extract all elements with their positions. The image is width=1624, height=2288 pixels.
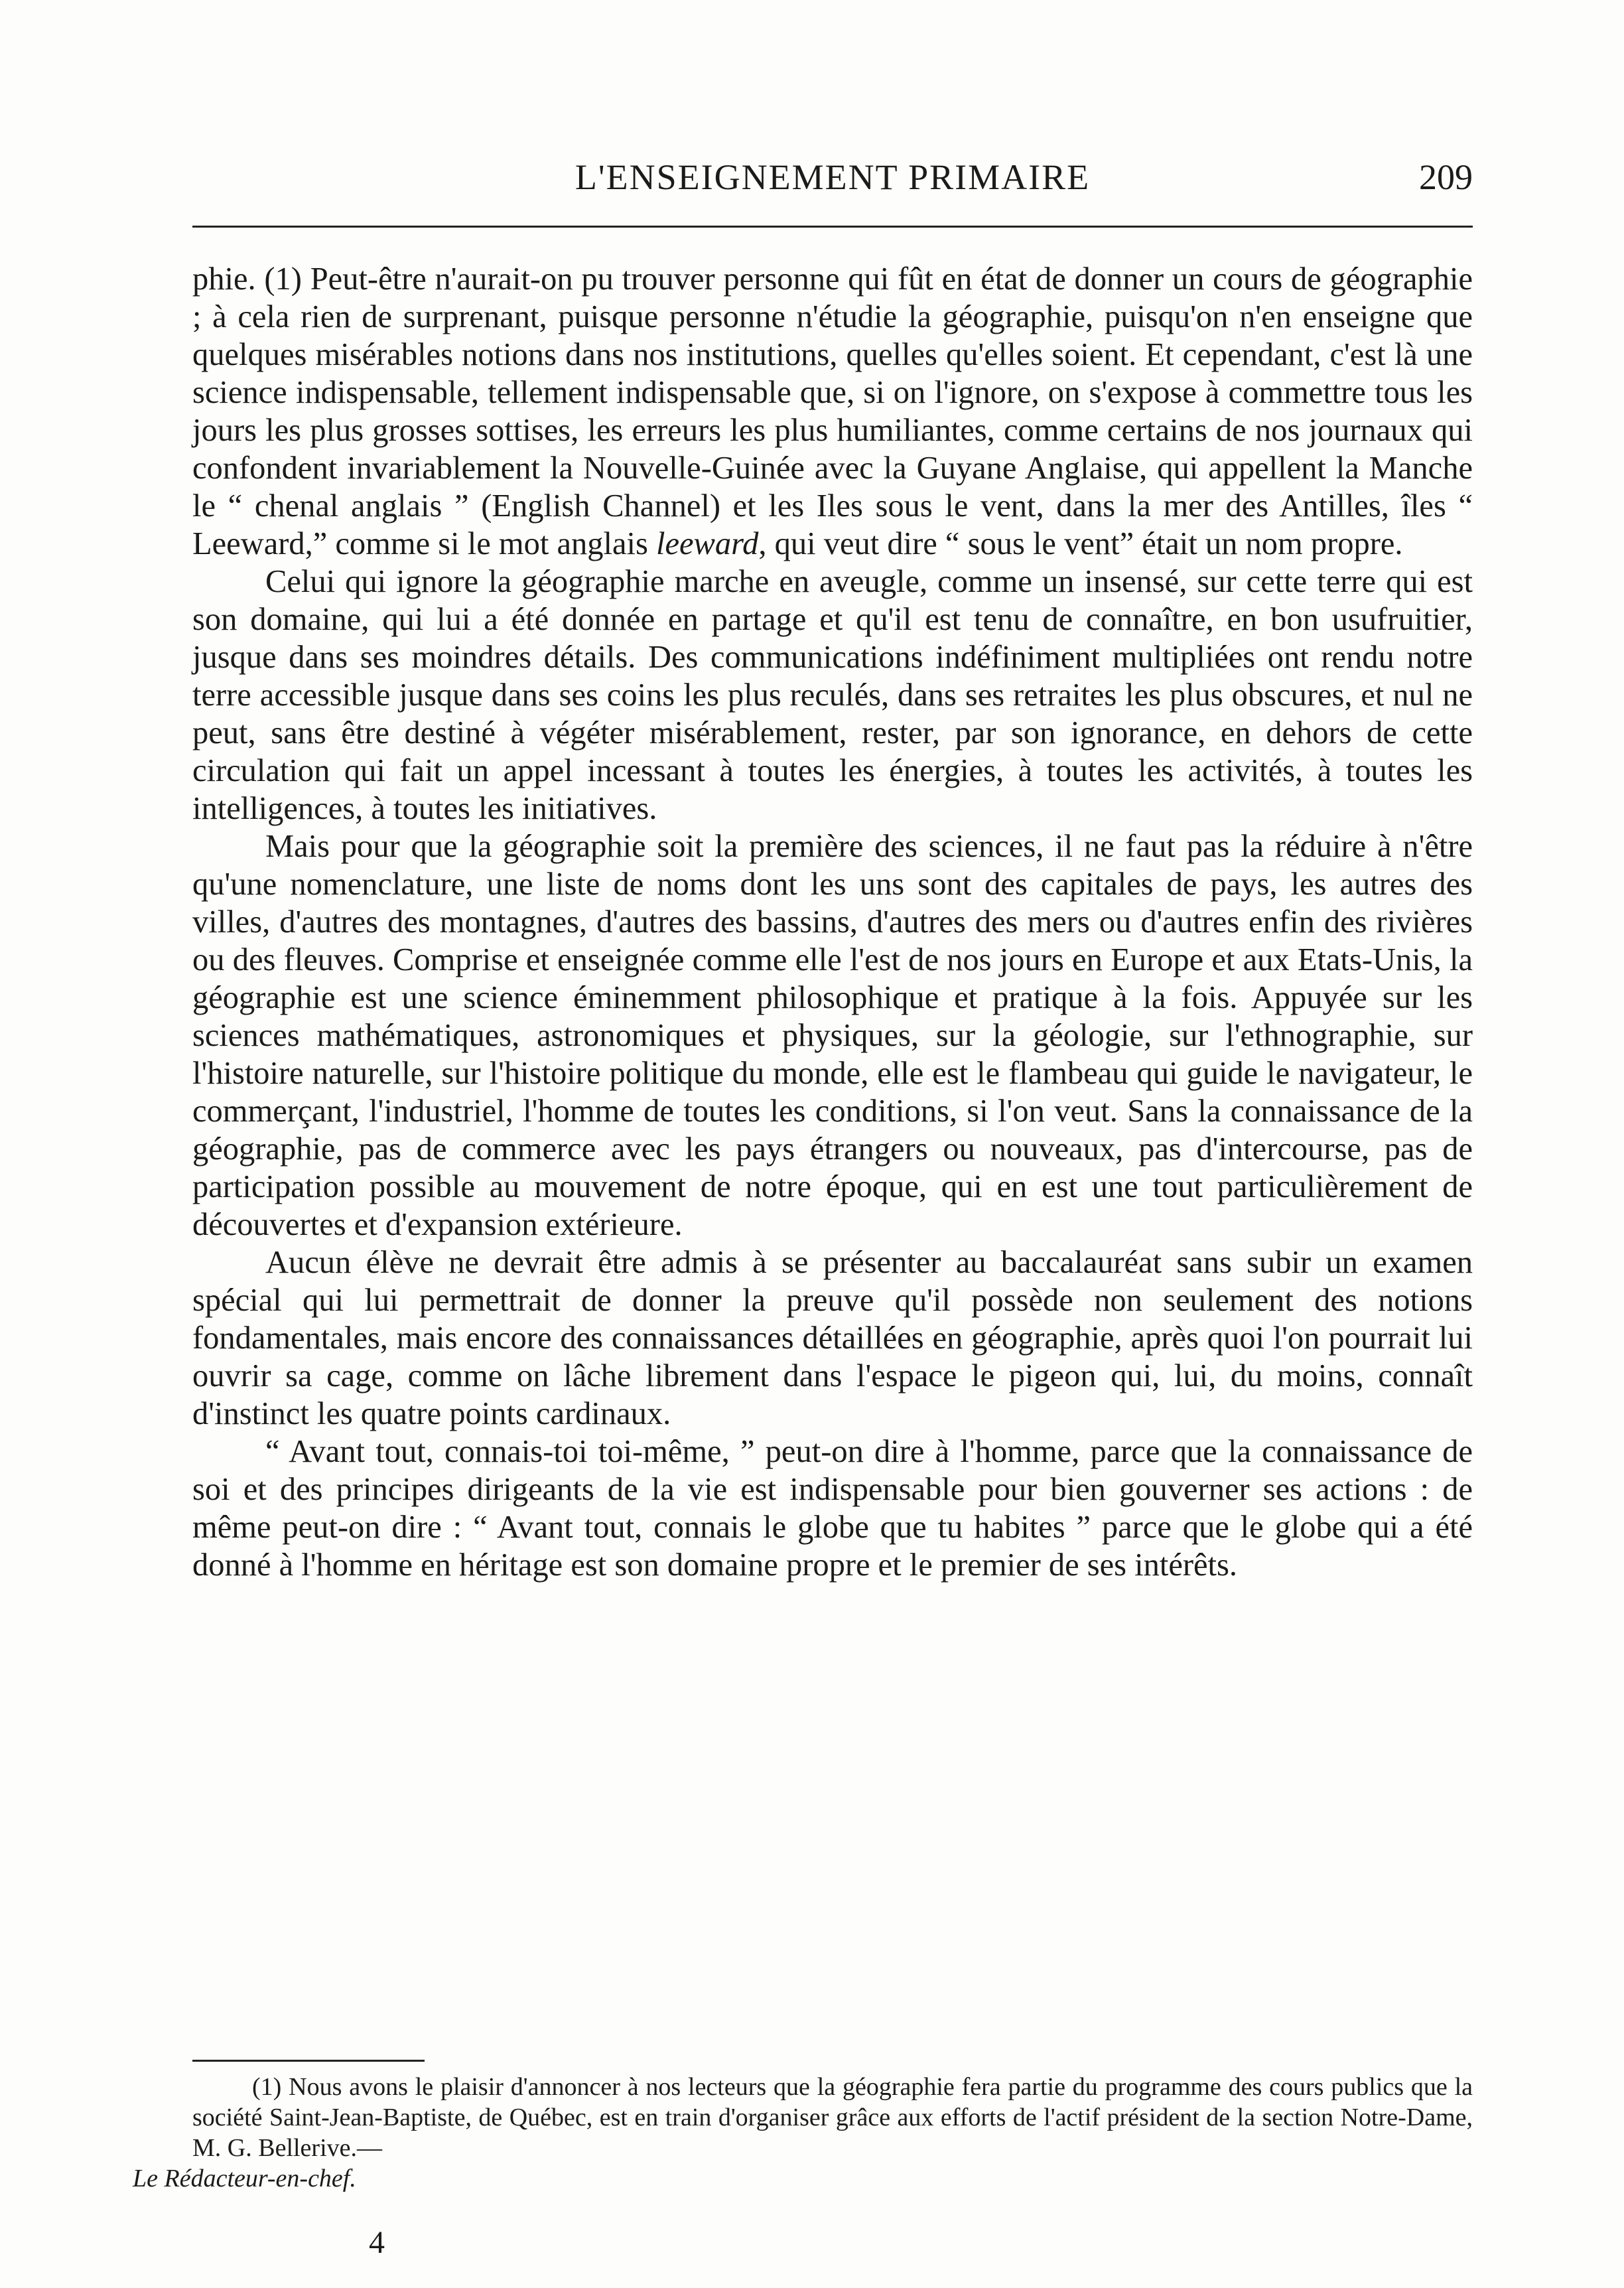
paragraph-text: , qui veut dire “ sous le vent” était un nom propre. <box>758 526 1403 561</box>
footnote <box>133 2072 1473 2194</box>
footnote-signature: Le Rédacteur-en-chef. <box>133 2165 356 2192</box>
signature-mark: 4 <box>369 2225 385 2260</box>
footnote-text: (1) Nous avons le plaisir d'annoncer à nos lecteurs que la géographie fera partie du programme des cours publics que la société Saint-Jean-Baptiste, de Québec, est en train d'organiser grâce aux efforts de l'actif président de la section Notre-Dame, M. G. Bellerive.— <box>192 2073 1473 2162</box>
body-text <box>192 260 1473 1584</box>
italic-word: leeward <box>655 526 759 561</box>
page-header <box>192 154 1473 207</box>
running-title: L'ENSEIGNEMENT PRIMAIRE <box>575 157 1091 197</box>
paragraph: Aucun élève ne devrait être admis à se présenter au baccalauréat sans subir un examen spécial qui lui permettrait de donner la preuve qu'il possède non seulement des notions fondamentales, mais encore des connaissances détaillées en géographie, après quoi l'on pourrait lui ouvrir sa cage, comme on lâche librement dans l'espace le pigeon qui, lui, du moins, connaît d'instinct les quatre points cardinaux. <box>192 1245 1473 1431</box>
paragraph: “ Avant tout, connais-toi toi-même, ” peut-on dire à l'homme, parce que la connaissance de soi et des principes dirigeants de la vie est indispensable pour bien gouverner ses actions : de même peut-on dire : “ Avant tout, connais le globe que tu habites ” parce que le globe qui a été donné à l'homme en héritage est son domaine propre et le premier de ses intérêts. <box>192 1434 1473 1583</box>
header-rule <box>192 226 1473 228</box>
paragraph: Celui qui ignore la géographie marche en aveugle, comme un insensé, sur cette terre qui est son domaine, qui lui a été donnée en partage et qu'il est tenu de connaître, en bon usufruitier, jusque dans ses moindres détails. Des communications indéfiniment multipliées ont rendu notre terre accessible jusque dans ses coins les plus reculés, dans ses retraites les plus obscures, et nul ne peut, sans être destiné à végéter misérablement, rester, par son ignorance, en dehors de cette circulation qui fait un appel incessant à toutes les énergies, à toutes les activités, à toutes les intelligences, à toutes les initiatives. <box>192 564 1473 826</box>
footnote-rule <box>192 2060 425 2062</box>
paragraph-text: phie. (1) Peut-être n'aurait-on pu trouver personne qui fût en état de donner un cours de géographie ; à cela rien de surprenant, puisque personne n'étudie la géographie, puisqu'on n'en enseigne que quelques misérables notions dans nos institutions, quelles qu'elles soient. Et cependant, c'est là une science indispensable, tellement indispensable que, si on l'ignore, on s'expose à commettre tous les jours les plus grosses sottises, les erreurs les plus humiliantes, comme certains de nos journaux qui confondent invariablement la Nouvelle-Guinée avec la Guyane Anglaise, qui appellent la Manche le “ chenal anglais ” (English Channel) et les Iles sous le vent, dans la mer des Antilles, îles “ Leeward,” comme si le mot anglais <box>192 261 1473 561</box>
paragraph <box>192 260 1473 563</box>
page-number: 209 <box>1419 157 1473 197</box>
paragraph: Mais pour que la géographie soit la première des sciences, il ne faut pas la réduire à n'être qu'une nomenclature, une liste de noms dont les uns sont des capitales de pays, les autres des villes, d'autres des montagnes, d'autres des bassins, d'autres des mers ou d'autres enfin des rivières ou des fleuves. Comprise et enseignée comme elle l'est de nos jours en Europe et aux Etats-Unis, la géographie est une science éminemment philosophique et pratique à la fois. Appuyée sur les sciences mathématiques, astronomiques et physiques, sur la géologie, sur l'ethnographie, sur l'histoire naturelle, sur l'histoire politique du monde, elle est le flambeau qui guide le navigateur, le commerçant, l'industriel, l'homme de toutes les conditions, si l'on veut. Sans la connaissance de la géographie, pas de commerce avec les pays étrangers ou nouveaux, pas d'intercourse, pas de participation possible au mouvement de notre époque, qui en est une tout particulièrement de découvertes et d'expansion extérieure. <box>192 829 1473 1242</box>
